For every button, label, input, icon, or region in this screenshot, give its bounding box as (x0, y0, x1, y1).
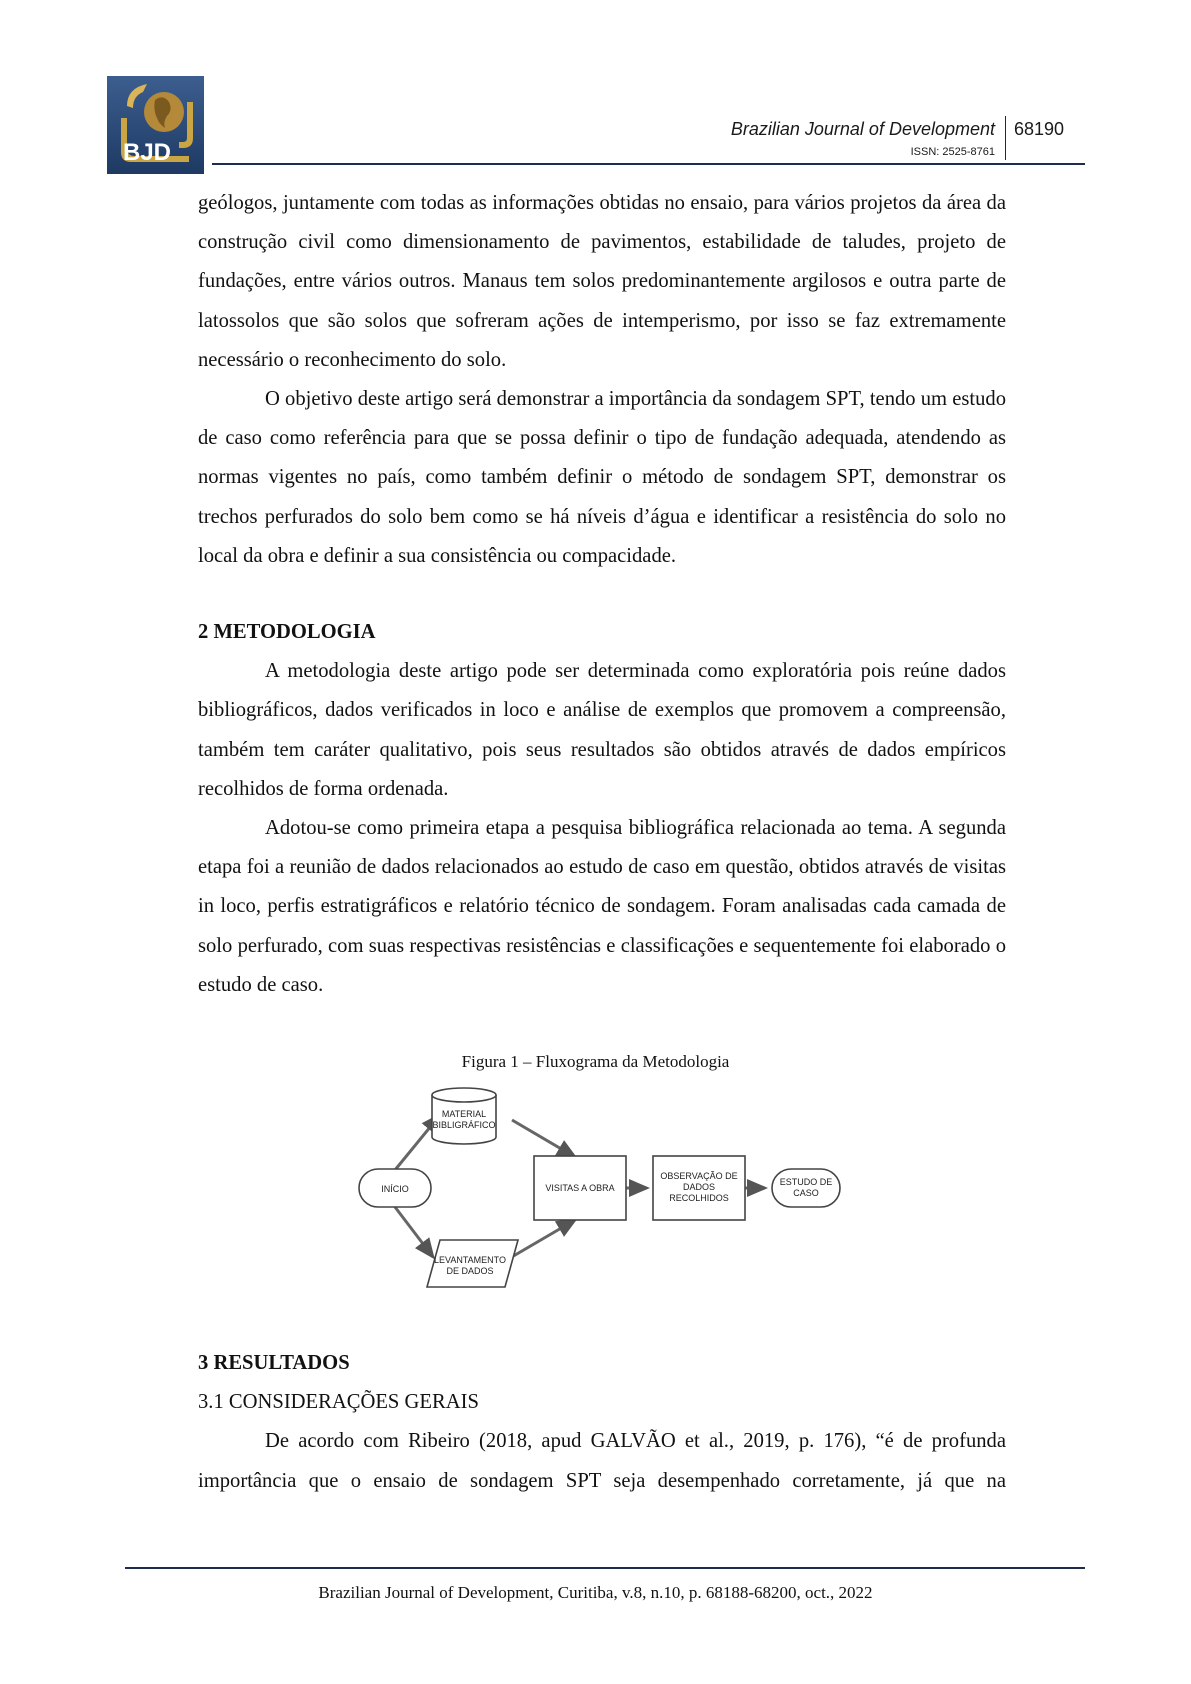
subsection-heading-consideracoes: 3.1 CONSIDERAÇÕES GERAIS (198, 1391, 479, 1414)
body-block-2 (198, 613, 1006, 1005)
header-rule (212, 163, 1085, 165)
flow-label-levantamento-1: LEVANTAMENTO (433, 1255, 507, 1265)
paragraph-4: Adotou-se como primeira etapa a pesquisa bibliográfica relacionada ao tema. A segunda etapa foi a reunião de dados relacionados ao estudo de caso em questão, obtidos através de visitas in loco, perfis estratigráficos e relatório técnico de sondagem. Foram analisadas cada camada de solo perfurado, com suas respectivas resistências e classificações e sequentemente foi elaborado o estudo de caso. (198, 817, 1006, 996)
section-heading-resultados: 3 RESULTADOS (198, 1352, 350, 1374)
flowchart (355, 1085, 855, 1313)
paragraph-5: De acordo com Ribeiro (2018, apud GALVÃO et al., 2019, p. 176), “é de profunda importância que o ensaio de sondagem SPT seja desempenhado corretamente, já que na (198, 1430, 1006, 1492)
flow-label-observacao-3: RECOLHIDOS (669, 1193, 729, 1203)
page-number: 68190 (1014, 119, 1065, 139)
flow-node-observacao-dados (653, 1156, 745, 1220)
flow-node-visitas-obra (534, 1156, 626, 1220)
paragraph-3: A metodologia deste artigo pode ser determinada como exploratória pois reúne dados bibliográficos, dados verificados in loco e análise de exemplos que promovem a compreensão, também tem caráter qualitativo, pois seus resultados são obtidos através de dados empíricos recolhidos de forma ordenada. (198, 660, 1006, 800)
flow-label-visitas: VISITAS A OBRA (545, 1183, 615, 1193)
bjd-logo (107, 76, 204, 174)
body-block-3 (198, 1344, 1006, 1501)
header-divider (1005, 116, 1006, 160)
logo-text: BJD (122, 139, 172, 166)
figure-caption: Figura 1 – Fluxograma da Metodologia (461, 1052, 730, 1071)
footer-rule (125, 1567, 1085, 1569)
flow-label-levantamento-2: DE DADOS (446, 1266, 494, 1276)
flow-label-observacao-2: DADOS (682, 1182, 716, 1192)
paragraph-2: O objetivo deste artigo será demonstrar a importância da sondagem SPT, tendo um estudo de caso como referência para que se possa definir o tipo de fundação adequada, atendendo as normas vigentes no país, como também definir o método de sondagem SPT, demonstrar os trechos perfurados do solo bem como se há níveis d’água e identificar a resistência do solo no local da obra e definir a sua consistência ou compacidade. (198, 388, 1006, 567)
flow-label-material-1: MATERIAL (441, 1109, 487, 1119)
flow-node-inicio (359, 1169, 431, 1207)
body-block-1 (198, 184, 1006, 576)
paragraph-1: geólogos, juntamente com todas as informações obtidas no ensaio, para vários projetos da área da construção civil como dimensionamento de pavimentos, estabilidade de taludes, projeto de fundações, entre vários outros. Manaus tem solos predominantemente argilosos e outra parte de latossolos que são solos que sofreram ações de intemperismo, por isso se faz extremamente necessário o reconhecimento do solo. (198, 192, 1006, 371)
footer-citation: Brazilian Journal of Development, Curitiba, v.8, n.10, p. 68188-68200, oct., 2022 (318, 1583, 873, 1602)
flow-node-levantamento-dados (427, 1240, 518, 1287)
flow-label-observacao-1: OBSERVAÇÃO DE (660, 1171, 738, 1181)
flow-label-inicio: INÍCIO (381, 1184, 409, 1194)
flow-label-estudo-2: CASO (793, 1188, 819, 1198)
section-heading-metodologia: 2 METODOLOGIA (198, 621, 376, 643)
issn: ISSN: 2525-8761 (910, 146, 995, 158)
flow-node-estudo-caso (772, 1169, 840, 1207)
flow-label-material-2: BIBLIGRÁFICO (432, 1120, 496, 1130)
journal-name: Brazilian Journal of Development (730, 119, 995, 139)
flow-node-material-bibliografico (432, 1088, 496, 1144)
flow-label-estudo-1: ESTUDO DE (779, 1177, 833, 1187)
